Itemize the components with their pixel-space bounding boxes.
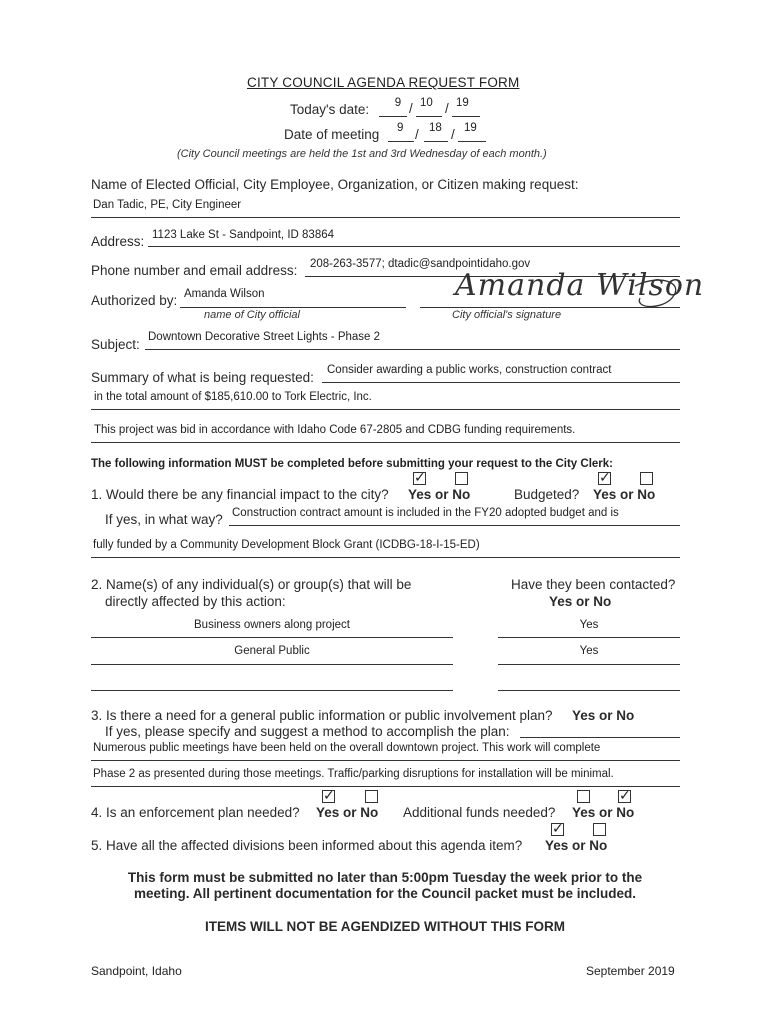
additional-funds-label: Additional funds needed? bbox=[403, 805, 556, 820]
agendize-warning: ITEMS WILL NOT BE AGENDIZED WITHOUT THIS FORM bbox=[205, 919, 565, 934]
q2-label-line-2: directly affected by this action: bbox=[105, 594, 286, 609]
budgeted-label: Budgeted? bbox=[514, 487, 580, 502]
todays-date-day[interactable]: 10 bbox=[420, 97, 433, 109]
date-slash: / bbox=[409, 101, 413, 116]
signature-flourish bbox=[420, 268, 682, 312]
date-slash: / bbox=[415, 127, 419, 142]
q1-label: 1. Would there be any financial impact to the city? bbox=[91, 487, 389, 502]
q5-label: 5. Have all the affected divisions been informed about this agenda item? bbox=[91, 838, 523, 853]
signature: Amanda Wilson bbox=[455, 268, 705, 303]
q5-yes-checkbox[interactable]: ✓ bbox=[552, 821, 564, 837]
contacted-yes-or-no: Yes or No bbox=[549, 594, 612, 609]
q3-answer-line-2[interactable]: Phase 2 as presented during those meetings. Traffic/parking disruptions for installation will be minimal. bbox=[93, 768, 614, 780]
q1-answer-line-2[interactable]: fully funded by a Community Development Block Grant (ICDBG-18-I-15-ED) bbox=[93, 539, 480, 551]
q3-label-line-2: If yes, please specify and suggest a method to accomplish the plan: bbox=[105, 724, 510, 739]
meeting-date-month[interactable]: 9 bbox=[397, 122, 404, 134]
requester-label: Name of Elected Official, City Employee, Organization, or Citizen making request: bbox=[91, 177, 579, 192]
q1-no-checkbox[interactable] bbox=[455, 472, 468, 485]
must-complete-notice: The following information MUST be completed before submitting your request to the City Clerk: bbox=[91, 458, 613, 470]
budgeted-yes-checkbox[interactable]: ✓ bbox=[599, 470, 611, 486]
q1-yes-or-no: Yes or No bbox=[408, 487, 471, 502]
authorized-by-value[interactable]: Amanda Wilson bbox=[184, 288, 265, 300]
submission-notice-line-2: meeting. All pertinent documentation for the Council packet must be included. bbox=[133, 886, 637, 901]
q5-no-checkbox[interactable] bbox=[593, 823, 606, 836]
signature-caption: City official's signature bbox=[452, 309, 562, 321]
q5-yes-or-no: Yes or No bbox=[545, 838, 608, 853]
meeting-date-year[interactable]: 19 bbox=[464, 122, 477, 134]
footer-location: Sandpoint, Idaho bbox=[91, 964, 182, 978]
q4-yes-or-no: Yes or No bbox=[316, 805, 379, 820]
budgeted-yes-or-no: Yes or No bbox=[593, 487, 656, 502]
meeting-date-day[interactable]: 18 bbox=[429, 122, 442, 134]
q1-answer-line-1[interactable]: Construction contract amount is included in the FY20 adopted budget and is bbox=[232, 507, 619, 519]
phone-email-label: Phone number and email address: bbox=[91, 263, 298, 278]
subject-label: Subject: bbox=[91, 337, 140, 352]
summary-label: Summary of what is being requested: bbox=[91, 370, 314, 385]
affected-contacted-1[interactable]: Yes bbox=[579, 619, 599, 631]
submission-notice-line-1: This form must be submitted no later than 5:00pm Tuesday the week prior to the bbox=[127, 870, 643, 885]
date-slash: / bbox=[451, 127, 455, 142]
todays-date-year[interactable]: 19 bbox=[456, 97, 469, 109]
budgeted-no-checkbox[interactable] bbox=[640, 472, 653, 485]
q2-label-line-1: 2. Name(s) of any individual(s) or group(s) that will be bbox=[91, 577, 412, 592]
additional-funds-yes-or-no: Yes or No bbox=[572, 805, 635, 820]
additional-funds-yes-checkbox[interactable] bbox=[577, 790, 590, 803]
additional-funds-no-checkbox[interactable]: ✓ bbox=[619, 788, 631, 804]
q1-ifyes-label: If yes, in what way? bbox=[105, 512, 223, 527]
summary-line-1[interactable]: Consider awarding a public works, construction contract bbox=[327, 364, 612, 376]
todays-date-label: Today's date: bbox=[290, 102, 370, 117]
address-value[interactable]: 1123 Lake St - Sandpoint, ID 83864 bbox=[152, 229, 335, 241]
q1-yes-checkbox[interactable]: ✓ bbox=[414, 470, 426, 486]
phone-email-value[interactable]: 208-263-3577; dtadic@sandpointidaho.gov bbox=[310, 258, 531, 270]
authorized-by-label: Authorized by: bbox=[91, 293, 178, 308]
requester-name[interactable]: Dan Tadic, PE, City Engineer bbox=[93, 199, 242, 211]
date-slash: / bbox=[445, 101, 449, 116]
form-title: CITY COUNCIL AGENDA REQUEST FORM bbox=[247, 75, 520, 90]
official-name-caption: name of City official bbox=[204, 309, 300, 321]
affected-party-2[interactable]: General Public bbox=[234, 645, 310, 657]
meeting-schedule-note: (City Council meetings are held the 1st and 3rd Wednesday of each month.) bbox=[177, 148, 547, 160]
meeting-date-label: Date of meeting bbox=[284, 127, 380, 142]
affected-contacted-2[interactable]: Yes bbox=[579, 645, 599, 657]
affected-party-1[interactable]: Business owners along project bbox=[194, 619, 350, 631]
subject-value[interactable]: Downtown Decorative Street Lights - Phase 2 bbox=[148, 331, 381, 343]
q4-no-checkbox[interactable] bbox=[365, 790, 378, 803]
footer-date: September 2019 bbox=[586, 964, 675, 978]
address-label: Address: bbox=[91, 234, 145, 249]
q4-label: 4. Is an enforcement plan needed? bbox=[91, 805, 300, 820]
q3-yes-or-no: Yes or No bbox=[572, 708, 635, 723]
q3-label-line-1: 3. Is there a need for a general public information or public involvement plan? bbox=[91, 708, 553, 723]
contacted-label: Have they been contacted? bbox=[511, 577, 676, 592]
affected-party-3-line[interactable] bbox=[91, 690, 453, 691]
summary-line-2[interactable]: in the total amount of $185,610.00 to Tork Electric, Inc. bbox=[94, 391, 372, 403]
affected-contacted-3-line[interactable] bbox=[498, 690, 680, 691]
summary-line-3[interactable]: This project was bid in accordance with Idaho Code 67-2805 and CDBG funding requirements. bbox=[94, 424, 576, 436]
todays-date-month[interactable]: 9 bbox=[394, 97, 402, 109]
q4-yes-checkbox[interactable]: ✓ bbox=[323, 788, 335, 804]
q3-answer-line-1[interactable]: Numerous public meetings have been held on the overall downtown project. This work will complete bbox=[93, 742, 601, 754]
